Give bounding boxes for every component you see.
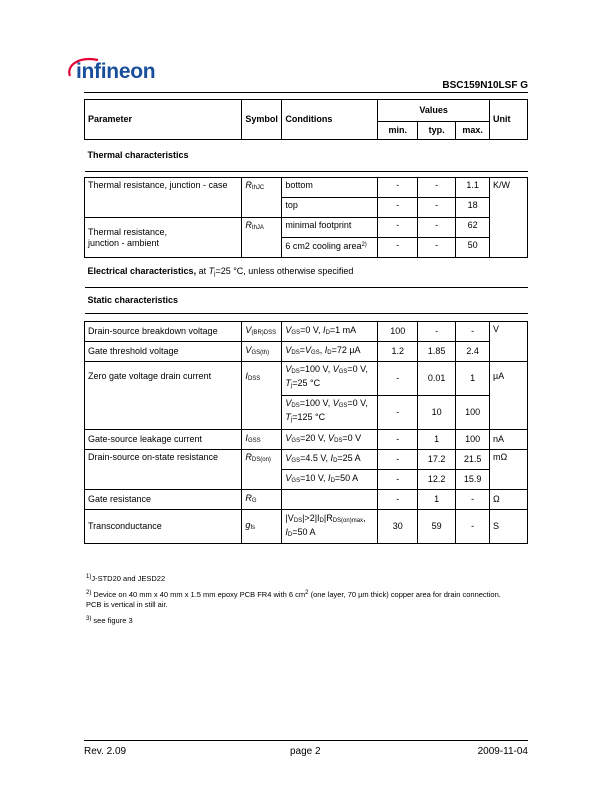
header-symbol: Symbol [242,100,282,140]
footnote-2: $^{2)}$ Device on 40 mm x 40 mm x 1.5 mm epoxy PCB FR4 with 6 $cm^2$ (one layer, 70 µm thick) copper area for drain connection. PCB is vertical in still air. [86,590,501,609]
footer-revision: Rev. 2.09 [84,746,127,757]
table-row: $V_{GS}=10$ V, $I_D=50$ A - 12.2 15.9 [85,470,528,490]
header-unit: Unit [490,100,528,140]
footer-date: 2009-11-04 [477,746,528,757]
infineon-logo: infineon [76,60,156,83]
footer-page: page 2 [290,746,321,757]
table-row: Gate threshold voltage $V_{GS(th)}$ $V_{DS}=V_{GS}$, $I_D=72$ µA 1.2 1.85 2.4 [85,342,528,362]
section-electrical: Electrical characteristics, at $T_j=25$ °C, unless otherwise specified [85,258,528,288]
table-row: Transconductance $g_{fs}$ $|V_{DS}|>2|I_D|R_{DS(on)max}$, $I_D=50$ A 30 59 - S [85,510,528,544]
part-number: BSC159N10LSF G [442,80,528,91]
footer-rule [84,740,528,741]
table-row: 6 cm2 cooling area$^{2)}$ - - 50 [85,238,528,258]
table-row: Drain-source breakdown voltage $V_{(BR)DSS}$ $V_{GS}=0$ V, $I_D=1$ mA 100 - - V [85,322,528,342]
table-row: Drain-source on-state resistance $R_{DS(on)}$ $V_{GS}=4.5$ V, $I_D=25$ A - 17.2 21.5 mΩ [85,450,528,470]
header-typ: typ. [418,122,456,140]
table-row: $V_{DS}=100$ V, $V_{GS}=0$ V, $T_j=125$ °C - 10 100 [85,396,528,430]
header-rule [84,92,528,93]
footnote-3: $^{3)}$ see figure 3 [86,616,133,625]
table-row: Thermal resistance, junction - case $R_{thJC}$ bottom - - 1.1 K/W [85,178,528,198]
table-row: Thermal resistance, junction - ambient $R_{thJA}$ minimal footprint - - 62 [85,218,528,238]
table-row: Zero gate voltage drain current $I_{DSS}$ $V_{DS}=100$ V, $V_{GS}=0$ V, $T_j=25$ °C - 0.01 1 µA [85,362,528,396]
header-values: Values [378,100,490,122]
header-min: min. [378,122,418,140]
table-row: Gate-source leakage current $I_{GSS}$ $V_{GS}=20$ V, $V_{DS}=0$ V - 1 100 nA [85,430,528,450]
header-max: max. [456,122,490,140]
table-row: Gate resistance $R_G$ - 1 - Ω [85,490,528,510]
section-static: Static characteristics [85,288,528,314]
table-row: top - - 18 [85,198,528,218]
header-conditions: Conditions [282,100,378,140]
footnote-1: $^{1)}$J-STD20 and JESD22 [86,574,166,583]
section-thermal: Thermal characteristics [85,140,528,172]
header-parameter: Parameter [85,100,242,140]
characteristics-table [84,99,528,544]
